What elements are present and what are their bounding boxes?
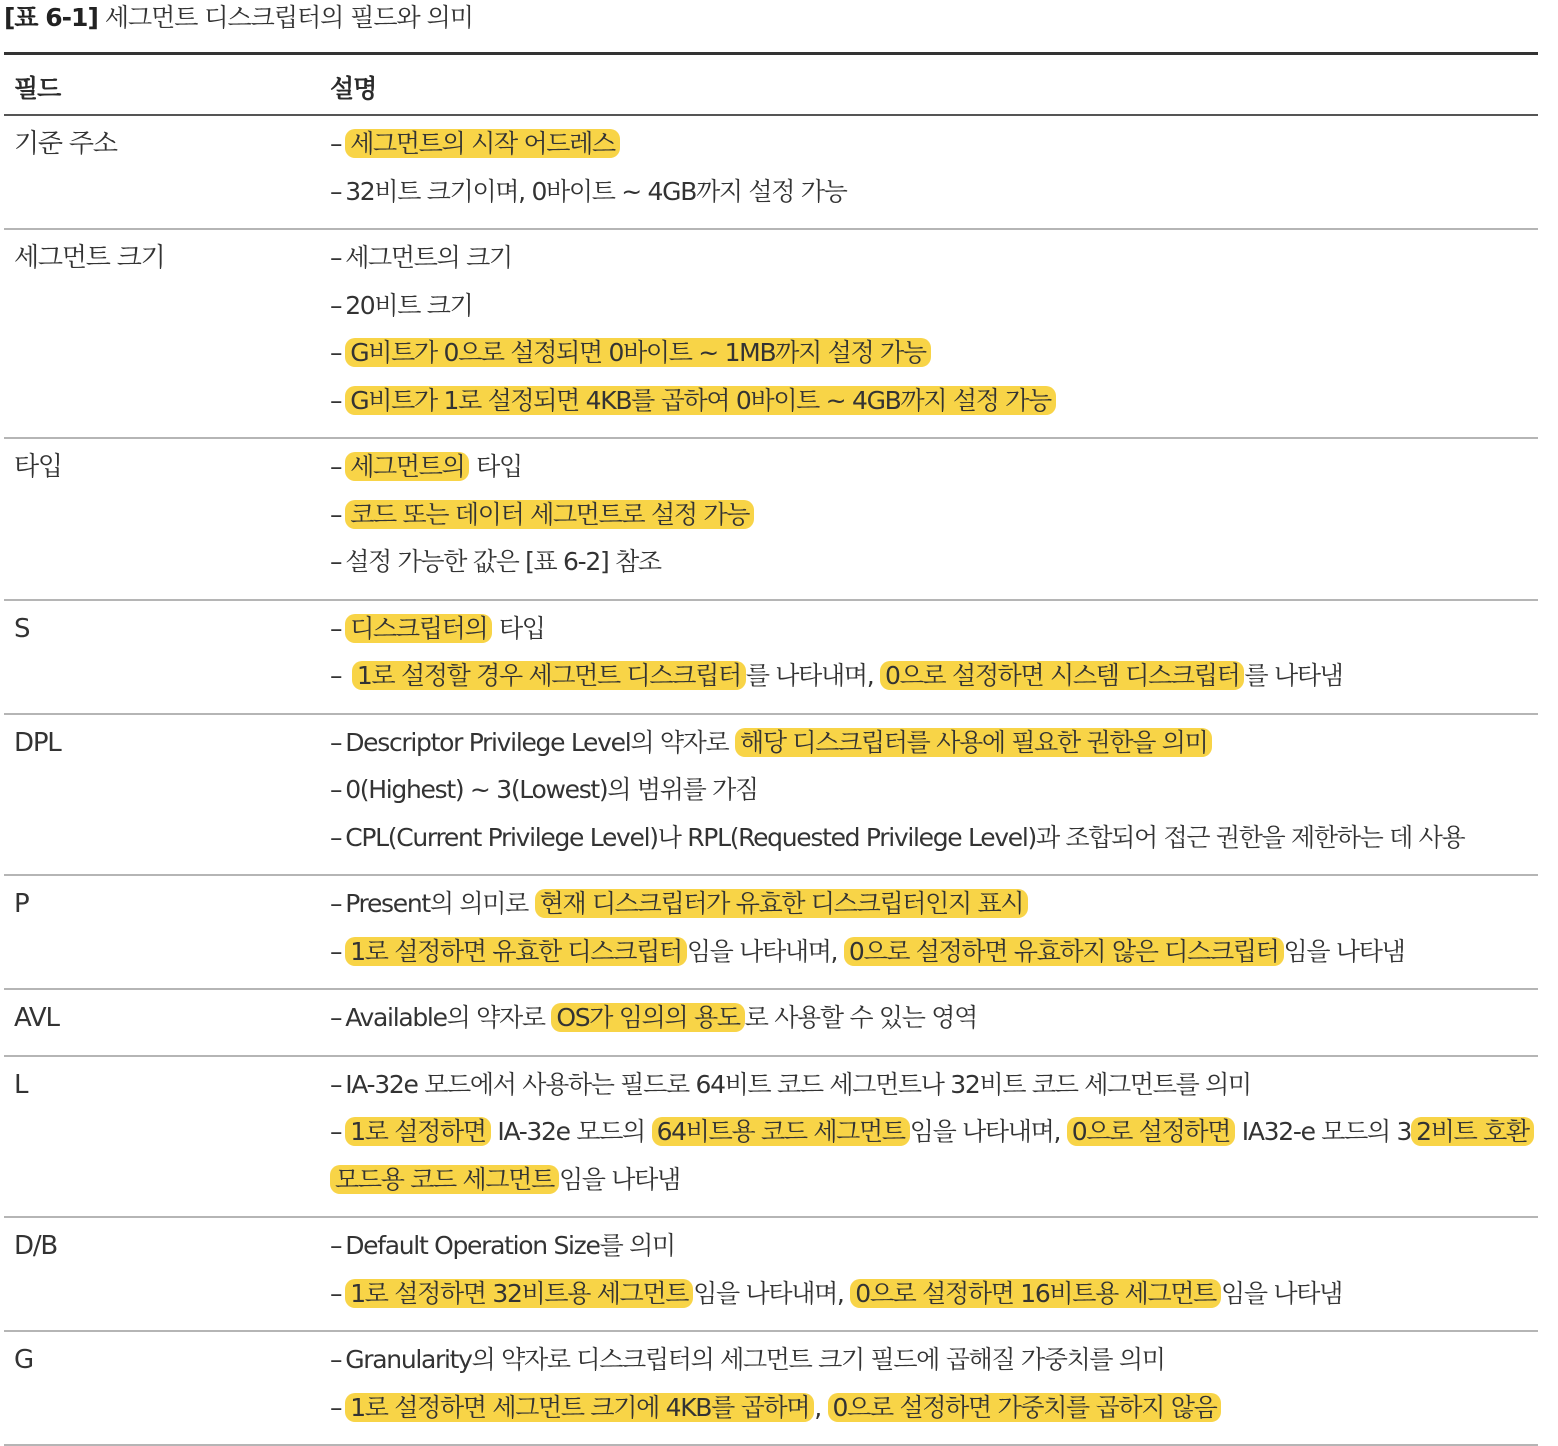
table-caption xyxy=(4,2,473,34)
highlighted-text: OS가 임의의 용도 xyxy=(551,1003,744,1032)
highlighted-text: 1로 설정하면 32비트용 세그먼트 xyxy=(345,1279,693,1308)
bullet-dash: – xyxy=(330,1392,342,1422)
description-text: 설정 가능한 값은 [표 6-2] 참조 xyxy=(345,547,661,576)
highlighted-text: G비트가 0으로 설정되면 0바이트 ~ 1MB까지 설정 가능 xyxy=(345,338,931,367)
bullet-dash: – xyxy=(330,1003,342,1032)
field-name: D/B xyxy=(14,1231,58,1261)
bullet-dash: – xyxy=(330,1278,342,1308)
field-name: 타입 xyxy=(14,452,62,482)
description-line xyxy=(330,1391,1538,1439)
description-text: 임을 나타냄 xyxy=(558,1164,680,1194)
description-text: IA-32e 모드의 xyxy=(490,1117,652,1146)
bullet-dash: – xyxy=(330,547,342,576)
field-name: 기준 주소 xyxy=(14,129,117,159)
table-body xyxy=(4,116,1538,1446)
description-line xyxy=(330,935,1538,983)
description-text: 20비트 크기 xyxy=(345,290,473,320)
description-text: 임을 나타내며, xyxy=(693,1278,851,1308)
field-name: DPL xyxy=(14,727,61,758)
description-text: Present의 의미로 xyxy=(345,889,535,918)
field-description xyxy=(324,1332,1538,1444)
description-text: Default Operation Size를 의미 xyxy=(345,1231,675,1260)
description-line xyxy=(330,887,1538,935)
field-description xyxy=(324,116,1538,228)
highlighted-text: 세그먼트의 xyxy=(345,452,469,481)
table-row xyxy=(4,439,1538,601)
table-row xyxy=(4,1057,1538,1219)
field-description xyxy=(324,715,1538,875)
table-row xyxy=(4,715,1538,877)
field-name: G xyxy=(14,1345,33,1375)
header-field: 필드 xyxy=(14,74,61,103)
description-text: 로 사용할 수 있는 영역 xyxy=(744,1003,977,1032)
description-text: CPL(Current Privilege Level)나 RPL(Requested Privilege Level)과 조합되어 접근 권한을 제한하는 데 사용 xyxy=(345,822,1465,852)
bullet-dash: – xyxy=(330,129,342,158)
highlighted-text: 1로 설정할 경우 세그먼트 디스크립터 xyxy=(352,661,746,690)
description-line xyxy=(330,659,1538,707)
field-description xyxy=(324,601,1538,713)
description-text: 임을 나타냄 xyxy=(1221,1278,1342,1308)
field-name: 세그먼트 크기 xyxy=(14,243,165,273)
table-row xyxy=(4,116,1538,230)
bullet-dash: – xyxy=(330,243,342,272)
highlighted-text: 현재 디스크립터가 유효한 디스크립터인지 표시 xyxy=(535,889,1029,918)
description-line xyxy=(330,726,1538,774)
highlighted-text: 64비트용 코드 세그먼트 xyxy=(652,1117,910,1146)
description-line xyxy=(330,821,1538,869)
description-line xyxy=(330,612,1538,660)
field-description xyxy=(324,1057,1538,1217)
table-number: [표 6-1] xyxy=(4,3,98,32)
description-text: , xyxy=(814,1392,828,1422)
highlighted-text: 2비트 호환 xyxy=(1411,1117,1534,1146)
field-description xyxy=(324,439,1538,599)
description-text: 임을 나타내며, xyxy=(909,1117,1067,1146)
description-text: 임을 나타냄 xyxy=(1283,936,1405,966)
bullet-dash: – xyxy=(330,176,342,206)
description-text: 세그먼트의 크기 xyxy=(345,243,512,272)
highlighted-text: 모드용 코드 세그먼트 xyxy=(330,1165,559,1194)
description-line xyxy=(330,1229,1538,1277)
descriptor-fields-table xyxy=(4,52,1538,1446)
highlighted-text: 0으로 설정하면 시스템 디스크립터 xyxy=(880,661,1244,690)
description-text xyxy=(345,661,352,690)
bullet-dash: – xyxy=(330,338,342,367)
highlighted-text: 디스크립터의 xyxy=(345,614,492,643)
description-line xyxy=(330,175,1538,223)
field-description xyxy=(324,1218,1538,1330)
table-row xyxy=(4,990,1538,1057)
description-text: 32비트 크기이며, 0바이트 ~ 4GB까지 설정 가능 xyxy=(345,176,847,206)
bullet-dash: – xyxy=(330,1069,342,1099)
description-text: Granularity의 약자로 디스크립터의 세그먼트 크기 필드에 곱해질 가중치를 의미 xyxy=(345,1345,1165,1374)
description-line xyxy=(330,1163,1538,1211)
description-line xyxy=(330,1277,1538,1325)
bullet-dash: – xyxy=(330,661,342,690)
description-line xyxy=(330,1068,1538,1116)
highlighted-text: 0으로 설정하면 가중치를 곱하지 않음 xyxy=(828,1393,1222,1422)
bullet-dash: – xyxy=(330,452,342,481)
highlighted-text: 0으로 설정하면 16비트용 세그먼트 xyxy=(850,1279,1221,1308)
description-line xyxy=(330,450,1538,498)
bullet-dash: – xyxy=(330,1345,342,1374)
highlighted-text: 0으로 설정하면 xyxy=(1067,1117,1235,1146)
description-text: Descriptor Privilege Level의 약자로 xyxy=(345,727,736,757)
description-line xyxy=(330,545,1538,593)
highlighted-text: 1로 설정하면 유효한 디스크립터 xyxy=(345,937,687,966)
highlighted-text: 세그먼트의 시작 어드레스 xyxy=(345,129,620,158)
description-line xyxy=(330,241,1538,289)
highlighted-text: 코드 또는 데이터 세그먼트로 설정 가능 xyxy=(345,500,754,529)
description-text: 타입 xyxy=(469,452,522,481)
bullet-dash: – xyxy=(330,499,342,529)
description-text: IA-32e 모드에서 사용하는 필드로 64비트 코드 세그먼트나 32비트 코드 세그먼트를 의미 xyxy=(345,1069,1251,1099)
description-line xyxy=(330,127,1538,175)
bullet-dash: – xyxy=(330,889,342,918)
highlighted-text: G비트가 1로 설정되면 4KB를 곱하여 0바이트 ~ 4GB까지 설정 가능 xyxy=(345,386,1056,415)
bullet-dash: – xyxy=(330,613,342,643)
bullet-dash: – xyxy=(330,936,342,966)
highlighted-text: 1로 설정하면 세그먼트 크기에 4KB를 곱하며 xyxy=(345,1393,814,1422)
highlighted-text: 1로 설정하면 xyxy=(345,1117,491,1146)
table-row xyxy=(4,1332,1538,1446)
field-name: S xyxy=(14,613,30,644)
description-line xyxy=(330,773,1538,821)
description-text: IA32-e 모드의 3 xyxy=(1235,1117,1412,1146)
description-line xyxy=(330,1001,1538,1049)
table-title: 세그먼트 디스크립터의 필드와 의미 xyxy=(104,3,473,32)
highlighted-text: 0으로 설정하면 유효하지 않은 디스크립터 xyxy=(844,937,1284,966)
description-text: Available의 약자로 xyxy=(345,1003,552,1032)
description-text: 를 나타냄 xyxy=(1244,661,1343,690)
highlighted-text: 해당 디스크립터를 사용에 필요한 권한을 의미 xyxy=(735,728,1212,757)
bullet-dash: – xyxy=(330,822,342,852)
description-line xyxy=(330,1115,1538,1163)
bullet-dash: – xyxy=(330,1231,342,1260)
table-row xyxy=(4,876,1538,990)
description-text: 를 나타내며, xyxy=(745,661,881,690)
bullet-dash: – xyxy=(330,385,342,415)
field-description xyxy=(324,230,1538,437)
field-description xyxy=(324,990,1538,1055)
description-line xyxy=(330,336,1538,384)
table-row xyxy=(4,601,1538,715)
description-text: 임을 나타내며, xyxy=(686,936,844,966)
header-description: 설명 xyxy=(330,74,377,103)
description-line xyxy=(330,384,1538,432)
bullet-dash: – xyxy=(330,727,342,757)
field-description xyxy=(324,876,1538,988)
field-name: P xyxy=(14,889,29,919)
bullet-dash: – xyxy=(330,1117,342,1146)
bullet-dash: – xyxy=(330,775,342,804)
field-name: AVL xyxy=(14,1003,59,1033)
table-header xyxy=(4,55,1538,116)
description-text: 타입 xyxy=(492,613,545,643)
table-row xyxy=(4,230,1538,439)
table-row xyxy=(4,1218,1538,1332)
description-text: 0(Highest) ~ 3(Lowest)의 범위를 가짐 xyxy=(345,775,758,804)
description-line xyxy=(330,289,1538,337)
bullet-dash: – xyxy=(330,290,342,320)
description-line xyxy=(330,1343,1538,1391)
field-name: L xyxy=(14,1069,28,1100)
description-line xyxy=(330,498,1538,546)
